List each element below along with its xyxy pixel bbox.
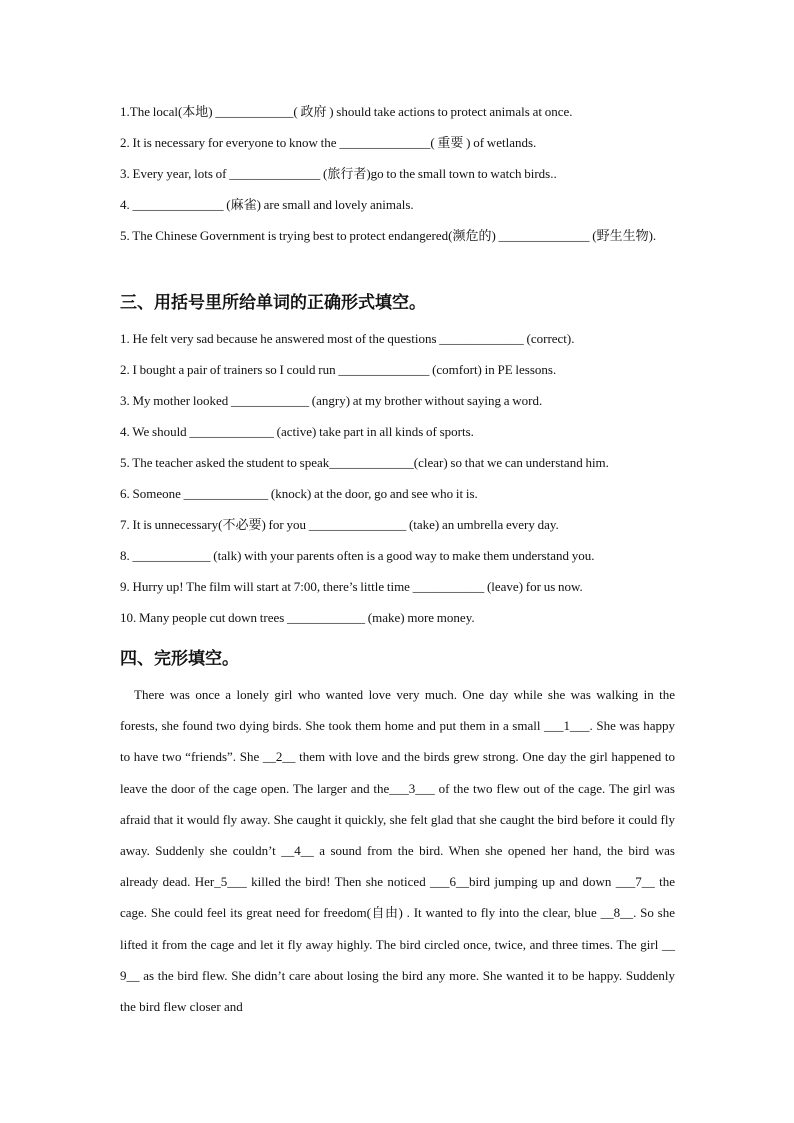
exercise-item: 5. The Chinese Government is trying best to protect endangered(濒危的) ______________ (野生生物). (120, 228, 657, 243)
exercise-item: 3. My mother looked ____________ (angry) at my brother without saying a word. (120, 393, 543, 408)
exercise-item: 4. ______________ (麻雀) are small and lovely animals. (120, 197, 414, 212)
section-3 (120, 283, 675, 633)
exercise-item: 2. It is necessary for everyone to know the ______________( 重要 ) of wetlands. (120, 135, 537, 150)
exercise-item: 4. We should _____________ (active) take part in all kinds of sports. (120, 424, 474, 439)
exercise-item: 9. Hurry up! The film will start at 7:00, there’s little time ___________ (leave) for us now. (120, 579, 583, 594)
section-4 (120, 639, 675, 1022)
exercise-item: 10. Many people cut down trees ____________ (make) more money. (120, 610, 475, 625)
exercise-item: 6. Someone _____________ (knock) at the door, go and see who it is. (120, 486, 478, 501)
exercise-item: 2. I bought a pair of trainers so I could run ______________ (comfort) in PE lessons. (120, 362, 557, 377)
section-heading: 三、用括号里所给单词的正确形式填空。 (120, 293, 426, 313)
exercise-item: 3. Every year, lots of ______________ (旅行者)go to the small town to watch birds.. (120, 166, 557, 181)
cloze-passage: There was once a lonely girl who wanted love very much. One day while she was walking in the forests, she found two dying birds. She took them home and put them in a small ___1___. She was happy to have two “friends”. She __2__ them with love and the birds grew strong. One day the girl happened to leave the door of the cage open. The larger and the___3___ of the two flew out of the cage. The girl was afraid that it would fly away. She caught it quickly, she felt glad that she caught the bird before it could fly away. Suddenly she couldn’t __4__ a sound from the bird. When she opened her hand, the bird was already dead. Her_5___ killed the bird! Then she noticed ___6__bird jumping up and down ___7__ the cage. She could feel its great need for freedom(自由) . It wanted to fly into the clear, blue __8__. So she lifted it from the cage and let it fly away highly. The bird circled once, twice, and three times. The girl __ 9__ as the bird flew. She didn’t care about losing the bird any more. She wanted it to be happy. Suddenly the bird flew closer and (120, 687, 675, 1015)
section-2-exercises (120, 96, 675, 251)
exercise-item: 7. It is unnecessary(不必要) for you _______________ (take) an umbrella every day. (120, 517, 559, 532)
exercise-item: 1.The local(本地) ____________( 政府 ) should take actions to protect animals at once. (120, 104, 573, 119)
section-heading: 四、完形填空。 (120, 649, 239, 669)
exercise-item: 8. ____________ (talk) with your parents often is a good way to make them understand you. (120, 548, 595, 563)
exercise-item: 1. He felt very sad because he answered most of the questions _____________ (correct). (120, 331, 575, 346)
exercise-item: 5. The teacher asked the student to speak_____________(clear) so that we can understand him. (120, 455, 609, 470)
